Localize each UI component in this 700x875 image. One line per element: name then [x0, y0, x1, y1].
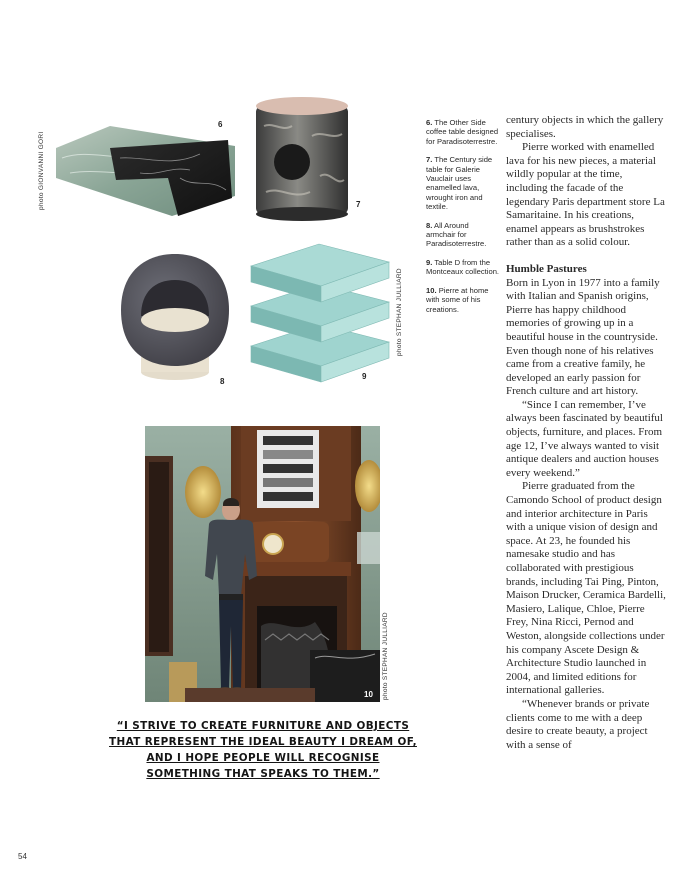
body-paragraph: century objects in which the gallery specialises.: [506, 114, 664, 140]
photo-credit-10: photo STEPHAN JULLIARD: [382, 612, 389, 700]
coffee-table-photo: [50, 118, 240, 218]
body-paragraph: Born in Lyon in 1977 into a family with Italian and Spanish origins, Pierre has happy childhood memories of growing up in a beautiful house in the countryside. Even though none of his relatives came from a creative family, he developed an early passion for French culture and art history.: [506, 276, 660, 398]
body-paragraph: “Since I can remember, I’ve always been fascinated by beautiful objects, furniture, and places. From age 12, I’ve always wanted to visit antique dealers and auction houses every weekend.”: [506, 398, 663, 479]
page-number: 54: [18, 852, 27, 861]
photo-number-10: 10: [364, 690, 373, 699]
side-table-photo: [252, 96, 352, 222]
photo-number-7: 7: [356, 200, 361, 209]
photo-captions: [426, 118, 500, 323]
photo-number-8: 8: [220, 377, 225, 386]
article-body: [506, 114, 666, 752]
body-paragraph: Pierre graduated from the Camondo School of product design and interior architecture in Paris with a unique vision of design and space. At 23, he founded his namesake studio and has collaborated with prestigious brands, including Tai Ping, Pinton, Maison Drucker, Ceramica Bardelli, Masiero, Lalique, Chloe, Pierre Frey, Nina Ricci, Pernod and Weston, alongside collections under his company Ascete Design & Architecture Studio launched in 2004, and limited editions for international galleries.: [506, 480, 666, 697]
pull-quote: “I STRIVE TO CREATE FURNITURE AND OBJECTS THAT REPRESENT THE IDEAL BEAUTY I DREAM OF, AND I HOPE PEOPLE WILL RECOGNISE SOMETHING THAT SPEAKS TO THEM.”: [109, 720, 417, 780]
caption-8: 8. All Around armchair for Paradisoterrestre.: [426, 220, 487, 249]
pierre-portrait-photo: [145, 426, 380, 702]
table-d-photo: [245, 242, 395, 384]
photo-credit-9: photo STEPHAN JULLIARD: [396, 268, 403, 356]
photo-credit-6: photo GIONVANNI GORI: [38, 131, 45, 210]
body-paragraph: “Whenever brands or private clients come to me with a deep desire to create beauty, a project with a sense of: [506, 697, 650, 751]
photo-number-9: 9: [362, 372, 367, 381]
caption-10: 10. Pierre at home with some of his creations.: [426, 285, 489, 314]
caption-6: 6. The Other Side coffee table designed for Paradisoterrestre.: [426, 118, 499, 146]
caption-7: 7. The Century side table for Galerie Vauclair uses enamelled lava, wrought iron and textile.: [426, 155, 493, 212]
body-paragraph: Pierre worked with enamelled lava for his new pieces, a material wildly popular at the time, including the facade of the legendary Paris department store La Samaritaine. In his creations, enamel appears as brushstrokes rather than as a solid colour.: [506, 141, 665, 249]
photo-number-6: 6: [218, 120, 223, 129]
caption-9: 9. Table D from the Montceaux collection.: [426, 257, 500, 277]
section-heading: Humble Pastures: [506, 262, 587, 275]
armchair-photo: [115, 250, 235, 385]
